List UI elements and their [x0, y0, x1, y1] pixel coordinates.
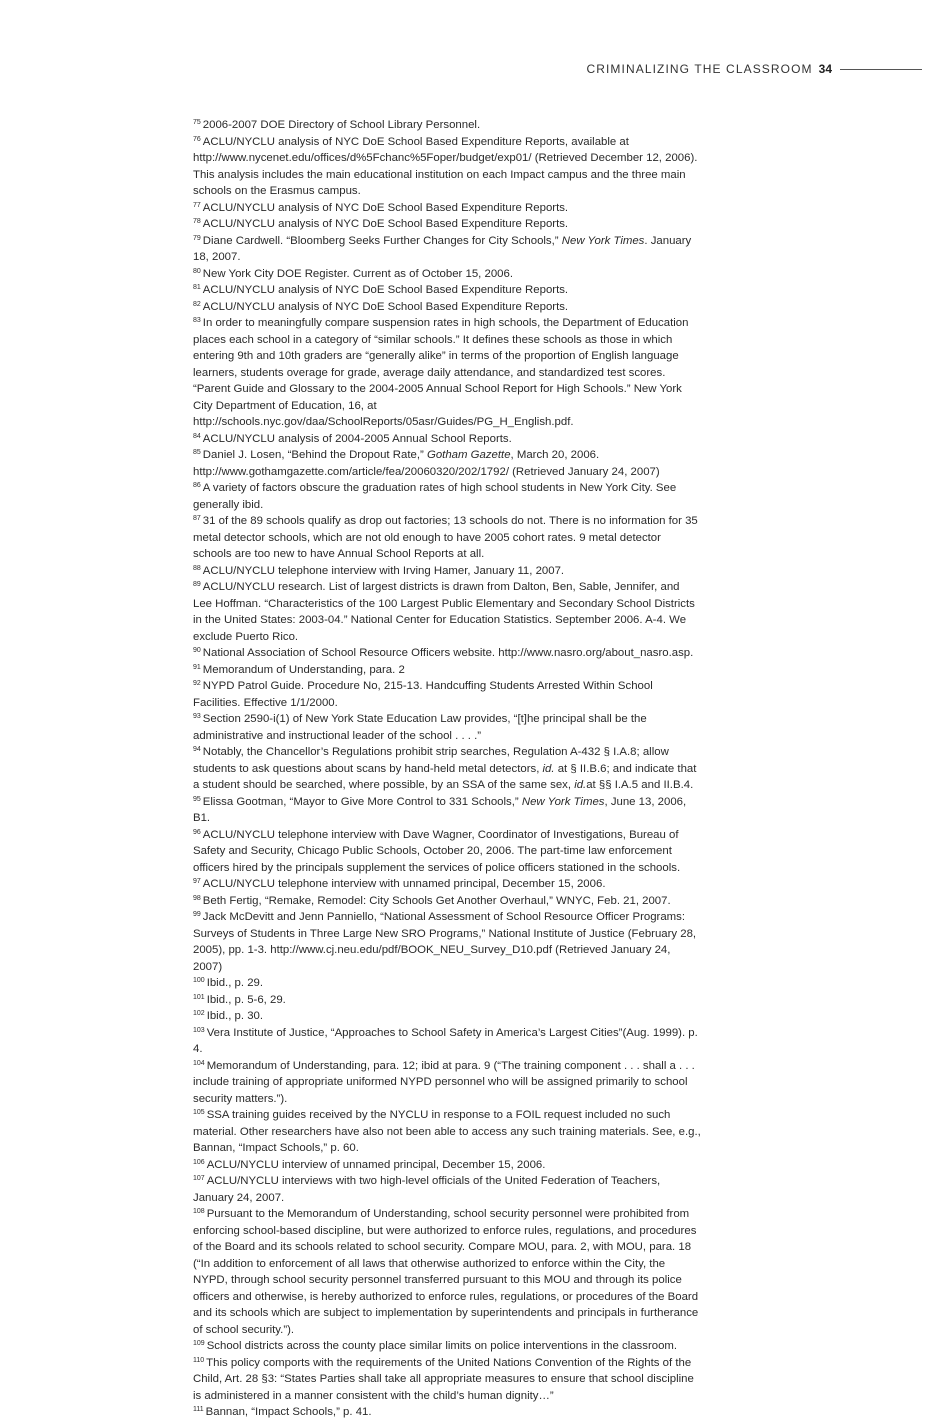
footnote-italic-text: New York Times	[561, 234, 645, 247]
footnote-text: ACLU/NYCLU telephone interview with unnamed principal, December 15, 2006.	[202, 878, 606, 890]
footnote-text: Memorandum of Understanding, para. 2	[202, 663, 405, 676]
footnote-number: 102	[193, 1010, 205, 1017]
footnote-number: 93	[193, 713, 201, 720]
footnote-number: 101	[193, 993, 205, 1001]
footnote-text: at § II.B.6; and indicate that a student should be searched, where possible, by an SSA of the same sex,	[193, 762, 697, 791]
footnote-text: ACLU/NYCLU research. List of largest districts is drawn from Dalton, Ben, Sable, Jennifer, and Lee Hoffman. “Characteristics of the 100 Largest Public Elementary and Secondary School Districts in the United States: 2003-04.” National Center for Education Statistics. September 2006. A-4. We exclude Puerto Rico.	[193, 581, 695, 643]
footnote-number: 103	[193, 1026, 205, 1034]
footnote-number: 76	[193, 135, 201, 143]
footnote-number: 98	[193, 894, 201, 902]
footnote-text: Elissa Gootman, “Mayor to Give More Control to 331 Schools,”	[202, 795, 522, 808]
footnote	[193, 1157, 701, 1174]
footnote	[193, 1058, 701, 1108]
footnote	[193, 893, 701, 910]
footnote	[193, 513, 701, 563]
footnote-number: 77	[193, 201, 201, 209]
footnote	[193, 909, 701, 975]
footnote-text: ACLU/NYCLU analysis of 2004-2005 Annual School Reports.	[202, 432, 512, 445]
footnote-text: NYPD Patrol Guide. Procedure No, 215-13. Handcuffing Students Arrested Within School Facilities. Effective 1/1/2000.	[193, 680, 653, 709]
footnote-text: ACLU/NYCLU analysis of NYC DoE School Based Expenditure Reports, available at http://www.nycenet.edu/offices/d%5Fchanc%5Foper/budget/exp01/ (Retrieved December 12, 2006). This analysis includes the main educational institution on each Impact campus and the three main schools on the Erasmus campus.	[193, 135, 698, 197]
footnote-number: 95	[193, 795, 201, 803]
footnote	[193, 1008, 701, 1025]
footnote-text: ACLU/NYCLU interviews with two high-level officials of the United Federation of Teachers, January 24, 2007.	[193, 1175, 661, 1204]
footnote	[193, 678, 701, 711]
footnote	[193, 266, 701, 283]
footnote-number: 89	[193, 581, 201, 588]
footnote-number: 84	[193, 432, 201, 440]
footnote-number: 107	[193, 1175, 205, 1182]
footnote-number: 86	[193, 482, 201, 489]
footnote	[193, 975, 701, 992]
footnote-text: http://schools.nyc.gov/daa/SchoolReports/05asr/Guides/PG_H_English.pdf.	[193, 416, 574, 428]
footnote-number: 90	[193, 647, 201, 654]
footnote-text: Daniel J. Losen, “Behind the Dropout Rate,”	[202, 449, 427, 461]
footnote-italic-text: id.	[574, 779, 587, 791]
footnote-italic-text: Gotham Gazette	[426, 449, 511, 461]
footnote	[193, 200, 701, 217]
footnote	[193, 794, 701, 827]
footnote	[193, 233, 701, 266]
footnote-number: 80	[193, 267, 201, 275]
footnote	[193, 216, 701, 233]
footnote-text: Ibid., p. 30.	[206, 1010, 264, 1022]
footnote-number: 91	[193, 663, 201, 671]
footnote-text: ACLU/NYCLU interview of unnamed principal, December 15, 2006.	[206, 1158, 546, 1171]
running-header-title: CRIMINALIZING THE CLASSROOM	[586, 62, 813, 76]
footnote	[193, 117, 701, 134]
footnote-text: ACLU/NYCLU telephone interview with Irving Hamer, January 11, 2007.	[202, 564, 565, 577]
footnote-text: 31 of the 89 schools qualify as drop out factories; 13 schools do not. There is no information for 35 metal detector schools, which are not old enough to have 2005 cohort rates. 9 metal detector schools are too new to have Annual School Reports at all.	[193, 515, 698, 560]
footnote	[193, 1355, 701, 1405]
footnote-text: In order to meaningfully compare suspension rates in high schools, the Department of Education places each school in a category of “similar schools.” It defines these schools as those in which entering 9th and 10th graders are “generally alike” in terms of the proportion of English language learners, students overage for grade, average daily attendance, and standardized test scores. “Parent Guide and Glossary to the 2004-2005 Annual School Report for High Schools.” New York City Department of Education, 16, at	[193, 317, 689, 412]
footnote-number: 79	[193, 234, 201, 242]
footnote	[193, 431, 701, 448]
footnote	[193, 744, 701, 794]
footnote-number: 78	[193, 218, 201, 225]
footnote	[193, 315, 701, 431]
footnote-text: This policy comports with the requirements of the United Nations Convention of the Rights of the Child, Art. 28 §3: “States Parties shall take all appropriate measures to ensure that school discipline is administered in a manner consistent with the child’s human dignity…”	[193, 1356, 694, 1402]
footnote	[193, 1206, 701, 1338]
footnote-number: 111	[193, 1406, 204, 1413]
footnote-number: 85	[193, 449, 201, 456]
footnote-text: Bannan, “Impact Schools,” p. 41.	[205, 1406, 372, 1418]
footnote-text: Pursuant to the Memorandum of Understanding, school security personnel were prohibited from enforcing school-based discipline, but were authorized to enforce rules, regulations, and procedures of the Board and its schools related to school security. Compare MOU, para. 2, with MOU, para. 18 (“In addition to enforcement of all laws that otherwise authorized to enforce within the City, the NYPD, through school security personnel transferred pursuant to this MOU and through its police officers and otherwise, is hereby authorized to enforce rules, regulations, or procedures of the Board and its schools which are subject to implementation by superintendents and principals in furtherance of school security.”).	[193, 1208, 699, 1336]
footnote-text: SSA training guides received by the NYCLU in response to a FOIL request included no such material. Other researchers have also not been able to access any such training materials. See, e.g., Bannan, “Impact Schools,” p. 60.	[193, 1109, 701, 1154]
footnote-text: 2006-2007 DOE Directory of School Library Personnel.	[202, 119, 481, 131]
footnote-number: 81	[193, 284, 201, 291]
footnote-text: A variety of factors obscure the graduation rates of high school students in New York City. See generally ibid.	[193, 482, 677, 511]
footnote	[193, 1404, 701, 1421]
footnote-text: National Association of School Resource Officers website. http://www.nasro.org/about_nasro.asp.	[202, 647, 694, 659]
footnote-number: 99	[193, 911, 201, 918]
footnote-text: at §§ I.A.5 and II.B.4.	[586, 779, 694, 791]
footnote-text: , June 13, 2006, B1.	[193, 795, 687, 824]
footnote-text: Notably, the Chancellor’s Regulations prohibit strip searches, Regulation A-432 § I.A.8; allow students to ask questions about scans by hand-held metal detectors,	[193, 746, 669, 775]
footnote-text: Section 2590-i(1) of New York State Education Law provides, “[t]he principal shall be the administrative and instructional leader of the school . . . .”	[193, 713, 647, 742]
footnote	[193, 299, 701, 316]
footnote-text: Memorandum of Understanding, para. 12; ibid at para. 9 (“The training component . . . shall a . . . include training of appropriate uniformed NYPD personnel who will be assigned primarily to school security matters.”).	[193, 1059, 695, 1105]
footnote	[193, 579, 701, 645]
footnote-text: ACLU/NYCLU analysis of NYC DoE School Based Expenditure Reports.	[202, 218, 569, 230]
footnote	[193, 1107, 701, 1157]
footnote-text: Beth Fertig, “Remake, Remodel: City Schools Get Another Overhaul,” WNYC, Feb. 21, 2007.	[202, 894, 671, 907]
footnote-text: . January 18, 2007.	[193, 234, 692, 263]
footnote-number: 82	[193, 300, 201, 308]
footnote-number: 96	[193, 828, 201, 836]
footnote-italic-text: id.	[542, 762, 555, 775]
footnote-text: Ibid., p. 29.	[206, 977, 264, 989]
footnote-text: , March 20, 2006.	[510, 449, 600, 461]
footnote-number: 88	[193, 564, 201, 572]
footnote-italic-text: New York Times	[521, 795, 605, 808]
footnote	[193, 1338, 701, 1355]
page-number: 34	[818, 62, 832, 76]
footnote-number: 106	[193, 1158, 205, 1166]
footnote-text: School districts across the county place similar limits on police interventions in the classroom.	[206, 1340, 678, 1352]
footnote	[193, 711, 701, 744]
footnote-number: 75	[193, 119, 201, 126]
footnote	[193, 134, 701, 200]
footnote-number: 109	[193, 1340, 205, 1347]
footnote-text: Jack McDevitt and Jenn Panniello, “National Assessment of School Resource Officer Programs: Surveys of Students in Three Large New SRO Programs,” National Institute of Justice (February 28, 2005), pp. 1-3. http://www.cj.neu.edu/pdf/BOOK_NEU_Survey_D10.pdf (Retrieved January 24, 2007)	[193, 911, 697, 973]
footnote-text: New York City DOE Register. Current as of October 15, 2006.	[202, 267, 514, 280]
footnote	[193, 1025, 701, 1058]
footnote-number: 94	[193, 746, 201, 753]
footnote	[193, 827, 701, 877]
footnote	[193, 662, 701, 679]
footnote	[193, 282, 701, 299]
footnote-number: 108	[193, 1208, 205, 1215]
header-rule	[840, 69, 922, 70]
footnote-text: http://www.gothamgazette.com/article/fea/20060320/202/1792/ (Retrieved January 24, 2007)	[193, 465, 660, 478]
footnote-number: 105	[193, 1109, 205, 1116]
footnote	[193, 447, 701, 480]
footnote-text: Ibid., p. 5-6, 29.	[206, 993, 286, 1006]
running-header	[586, 62, 922, 76]
footnotes-list	[193, 117, 701, 1421]
footnote	[193, 992, 701, 1009]
footnote-text: Vera Institute of Justice, “Approaches to School Safety in America’s Largest Cities”(Aug. 1999). p. 4.	[193, 1026, 698, 1055]
footnote	[193, 645, 701, 662]
footnote	[193, 563, 701, 580]
footnote-number: 110	[193, 1356, 205, 1364]
footnote-number: 87	[193, 515, 201, 522]
footnote-text: Diane Cardwell. “Bloomberg Seeks Further Changes for City Schools,”	[202, 234, 562, 247]
footnote-number: 100	[193, 977, 205, 984]
footnote-number: 104	[193, 1059, 205, 1067]
footnote	[193, 876, 701, 893]
footnote-text: ACLU/NYCLU telephone interview with Dave Wagner, Coordinator of Investigations, Bureau of Safety and Security, Chicago Public Schools, October 20, 2006. The part-time law enforcement officers hired by the principals supplement the services of police officers stationed in the schools.	[193, 828, 681, 874]
footnote	[193, 480, 701, 513]
footnote	[193, 1173, 701, 1206]
footnote-text: ACLU/NYCLU analysis of NYC DoE School Based Expenditure Reports.	[202, 284, 569, 296]
footnote-number: 97	[193, 878, 201, 885]
footnote-text: ACLU/NYCLU analysis of NYC DoE School Based Expenditure Reports.	[202, 201, 569, 214]
footnote-number: 83	[193, 317, 201, 324]
footnote-text: ACLU/NYCLU analysis of NYC DoE School Based Expenditure Reports.	[202, 300, 569, 313]
footnote-number: 92	[193, 680, 201, 687]
